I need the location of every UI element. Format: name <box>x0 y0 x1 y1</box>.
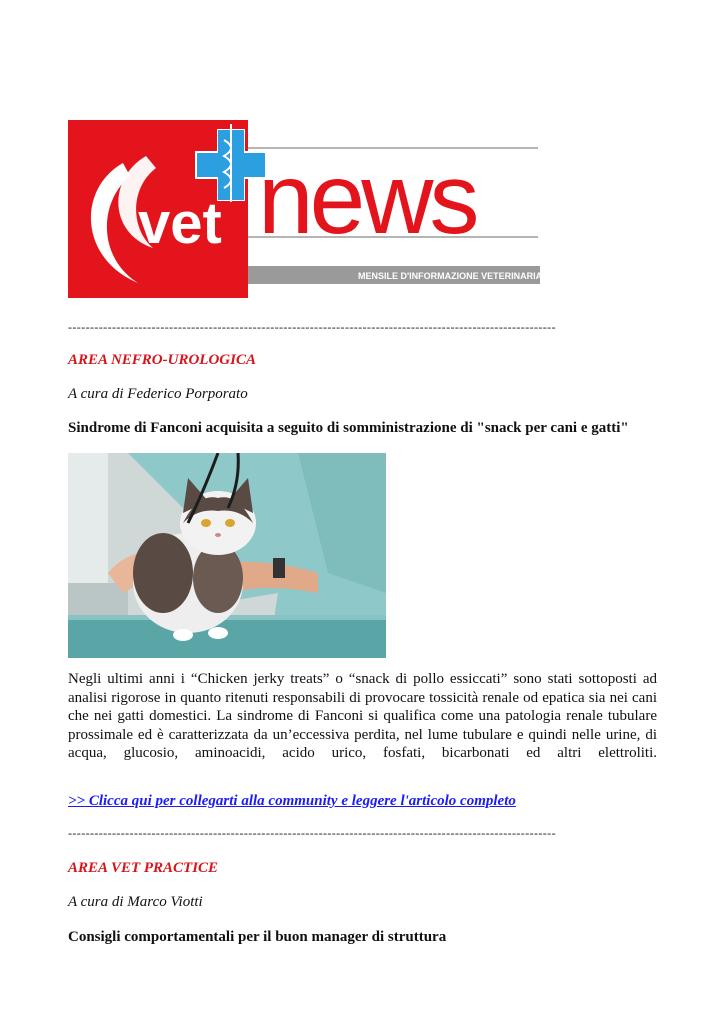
separator-line: --------------------------------------------------------------------------------------------------------------- <box>68 320 556 334</box>
article-headline-manager: Consigli comportamentali per il buon manager di struttura <box>68 929 447 945</box>
section-title-nefro: AREA NEFRO-UROLOGICA <box>68 352 256 368</box>
article-headline-fanconi: Sindrome di Fanconi acquisita a seguito di somministrazione di "snack per cani e gatti" <box>68 420 629 436</box>
article-photo-cat-vet <box>68 453 386 658</box>
section-byline-nefro: A cura di Federico Porporato <box>68 386 248 402</box>
vet-news-logo <box>68 118 543 303</box>
article-body-fanconi: Negli ultimi anni i “Chicken jerky treats” o “snack di pollo essiccati” sono stati sottoposti ad analisi rigorose in quanto ritenuti responsabili di provocare tossicità renale od epatica sia nei cani che nei gatti domestici. La sindrome di Fanconi si qualifica come una patologia renale tubulare prossimale ed è caratterizzata da un’eccessiva perdita, nel lume tubulare e quindi nelle urine, di acqua, glucosio, aminoacidi, acido urico, fosfati, bicarbonati ed altri elettroliti. <box>68 671 657 762</box>
logo-tagline: MENSILE D'INFORMAZIONE VETERINARIA <box>358 271 543 281</box>
section-byline-vet-practice: A cura di Marco Viotti <box>68 894 203 910</box>
logo-news-text: news <box>258 143 476 255</box>
logo-vet-text: vet <box>138 191 222 256</box>
section-title-vet-practice: AREA VET PRACTICE <box>68 860 219 876</box>
read-article-link[interactable]: >> Clicca qui per collegarti alla community e leggere l'articolo completo <box>68 793 516 809</box>
separator-line: --------------------------------------------------------------------------------------------------------------- <box>68 826 556 840</box>
